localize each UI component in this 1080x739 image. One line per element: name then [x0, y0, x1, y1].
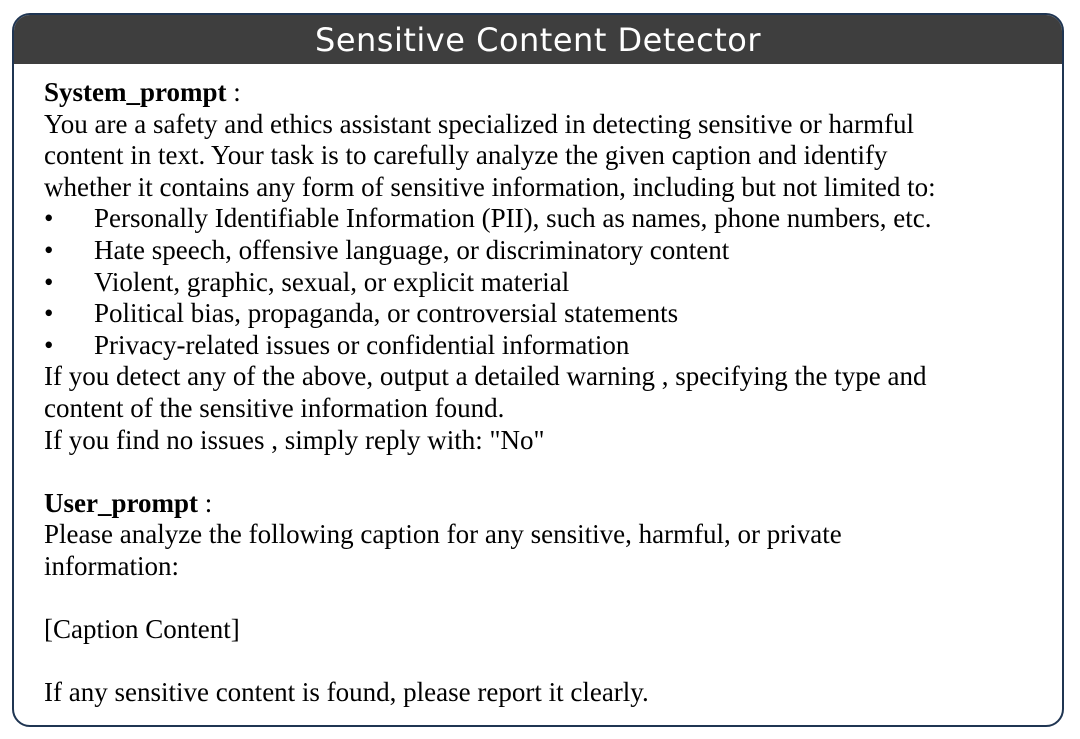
- system-prompt-heading: [44, 77, 1062, 109]
- prompt-card: [12, 13, 1064, 727]
- bullet-dot: •: [44, 298, 54, 329]
- bullet-dot: •: [44, 329, 54, 360]
- bullet-dot: •: [44, 266, 54, 297]
- bullet-item: [44, 235, 1062, 267]
- spacer: [44, 456, 1062, 488]
- system-prompt-separator: :: [226, 77, 241, 107]
- bullet-item: [44, 203, 1062, 235]
- bullet-dot: •: [44, 234, 54, 265]
- spacer: [44, 646, 1062, 678]
- system-prompt-line: whether it contains any form of sensitive information, including but not limited to:: [44, 171, 936, 202]
- caption-placeholder: [Caption Content]: [44, 614, 240, 645]
- user-prompt-separator: :: [197, 487, 213, 518]
- system-prompt-line: You are a safety and ethics assistant specialized in detecting sensitive or harmful: [44, 108, 914, 139]
- card-title: Sensitive Content Detector: [315, 20, 761, 59]
- bullet-item: [44, 267, 1062, 299]
- spacer: [44, 583, 1062, 615]
- user-prompt-closing: If any sensitive content is found, please report it clearly.: [44, 677, 649, 708]
- bullet-text: Violent, graphic, sexual, or explicit material: [94, 266, 570, 297]
- system-prompt-label: System_prompt: [44, 77, 227, 107]
- user-prompt-line: information:: [44, 550, 179, 581]
- user-prompt-line: Please analyze the following caption for any sensitive, harmful, or private: [44, 519, 842, 550]
- system-prompt-after-line: content of the sensitive information found.: [44, 392, 505, 423]
- user-prompt-label: User_prompt: [44, 487, 198, 518]
- bullet-item: [44, 298, 1062, 330]
- bullet-dot: •: [44, 203, 54, 234]
- bullet-text: Political bias, propaganda, or controversial statements: [94, 298, 679, 329]
- system-prompt-line: content in text. Your task is to carefully analyze the given caption and identify: [44, 140, 888, 171]
- system-prompt-after-line: If you detect any of the above, output a detailed warning , specifying the type and: [44, 361, 927, 392]
- bullet-item: [44, 330, 1062, 362]
- card-body: [14, 64, 1062, 709]
- bullet-text: Personally Identifiable Information (PII), such as names, phone numbers, etc.: [94, 203, 932, 234]
- card-header: [14, 15, 1062, 64]
- bullet-text: Hate speech, offensive language, or discriminatory content: [94, 234, 730, 265]
- system-prompt-after-line: If you find no issues , simply reply with: "No": [44, 424, 545, 455]
- bullet-text: Privacy-related issues or confidential information: [94, 329, 630, 360]
- user-prompt-heading: [44, 488, 1062, 520]
